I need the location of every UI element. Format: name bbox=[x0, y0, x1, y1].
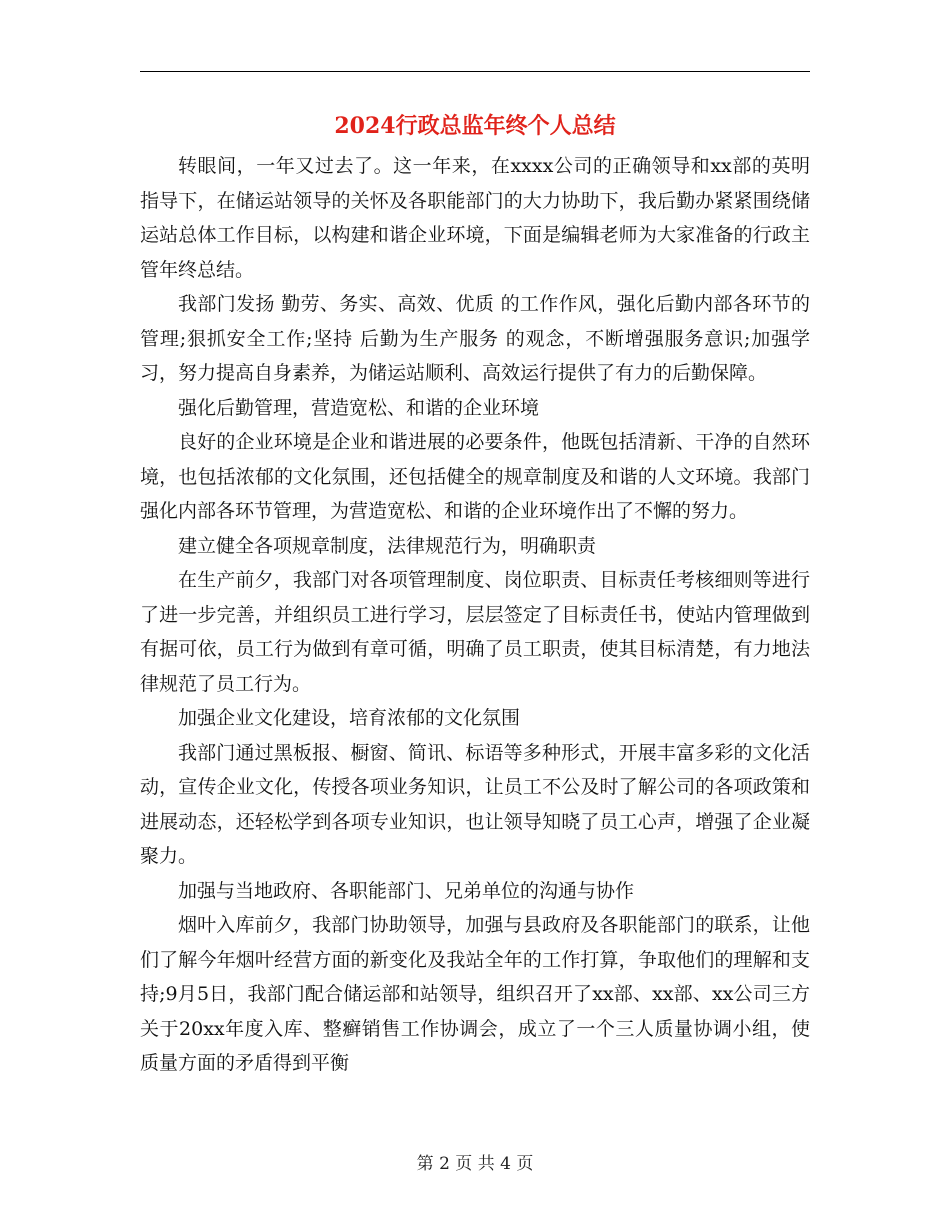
paragraph-rules: 在生产前夕，我部门对各项管理制度、岗位职责、目标责任考核细则等进行了进一步完善，并组织员工进行学习，层层签定了目标责任书，使站内管理做到有据可依，员工行为做到有章可循，明确了员工职责，使其目标清楚，有力地法律规范了员工行为。 bbox=[140, 569, 810, 695]
section-heading-culture: 加强企业文化建设，培育浓郁的文化氛围 bbox=[178, 707, 521, 729]
paragraph-environment: 良好的企业环境是企业和谐进展的必要条件，他既包括清新、干净的自然环境，也包括浓郁的文化氛围，还包括健全的规章制度及和谐的人文环境。我部门强化内部各环节管理，为营造宽松、和谐的企业环境作出了不懈的努力。 bbox=[140, 431, 810, 522]
section-heading-cooperation: 加强与当地政府、各职能部门、兄弟单位的沟通与协作 bbox=[178, 879, 635, 902]
paragraph-cooperation: 烟叶入库前夕，我部门协助领导，加强与县政府及各职能部门的联系，让他们了解今年烟叶经营方面的新变化及我站全年的工作打算，争取他们的理解和支持;9月5日，我部门配合储运部和站领导，组织召开了xx部、xx部、xx公司三方关于20xx年度入库、整癣销售工作协调会，成立了一个三人质量协调小组，使质量方面的矛盾得到平衡 bbox=[140, 914, 810, 1074]
document-body bbox=[140, 149, 810, 1081]
section-heading-rules: 建立健全各项规章制度，法律规范行为，明确职责 bbox=[178, 534, 597, 557]
page-number: 第 2 页 共 4 页 bbox=[416, 1154, 534, 1174]
paragraph-work-style: 我部门发扬 勤劳、务实、高效、优质 的工作作风，强化后勤内部各环节的管理;狠抓安全工作;坚持 后勤为生产服务 的观念，不断增强服务意识;加强学习，努力提高自身素养，为储运站顺利、高效运行提供了有力的后勤保障。 bbox=[140, 293, 810, 384]
paragraph-intro: 转眼间，一年又过去了。这一年来，在xxxx公司的正确领导和xx部的英明指导下，在储运站领导的关怀及各职能部门的大力协助下，我后勤办紧紧围绕储运站总体工作目标，以构建和谐企业环境，下面是编辑老师为大家准备的行政主管年终总结。 bbox=[140, 155, 810, 281]
paragraph-culture: 我部门通过黑板报、橱窗、简讯、标语等多种形式，开展丰富多彩的文化活动，宣传企业文化，传授各项业务知识，让员工不公及时了解公司的各项政策和进展动态，还轻松学到各项专业知识，也让领导知晓了员工心声，增强了企业凝聚力。 bbox=[140, 741, 810, 867]
section-heading-logistics: 强化后勤管理，营造宽松、和谐的企业环境 bbox=[178, 396, 540, 419]
header-rule bbox=[140, 71, 810, 72]
document-title: 2024行政总监年终个人总结 bbox=[334, 113, 616, 139]
